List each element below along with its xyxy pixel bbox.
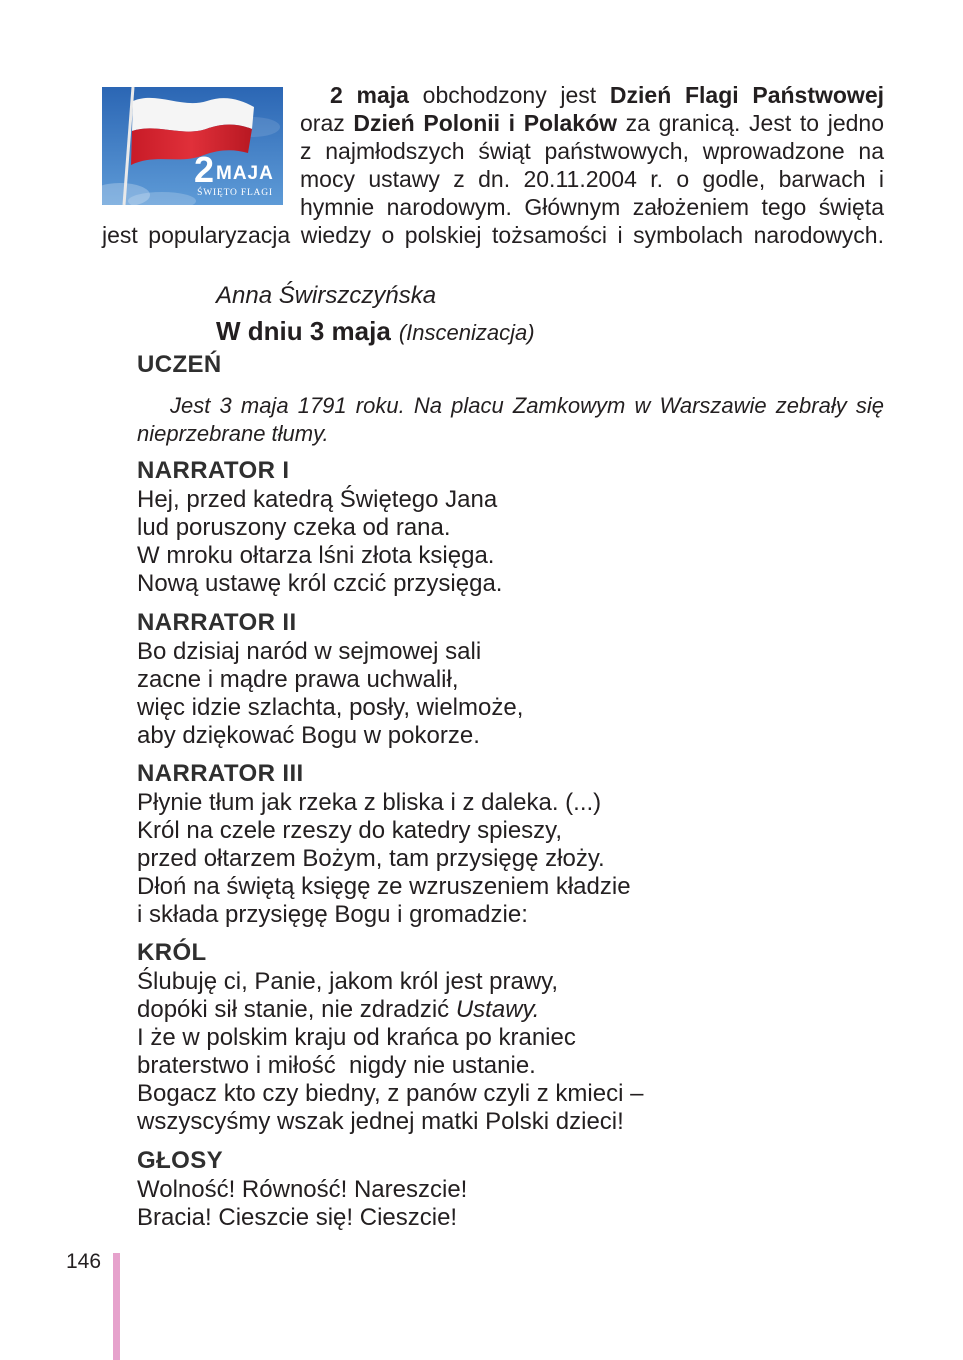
part-narrator-1: [137, 457, 502, 598]
speaker-name: KRÓL: [137, 939, 207, 966]
poem-author: Anna Świrszczyńska: [216, 282, 437, 309]
intro-line: hymnie narodowym. Głównym założeniem tego święta: [300, 194, 884, 220]
intro-line: mocy ustawy z dn. 20.11.2004 r. o godle, barwach i: [300, 166, 884, 192]
intro-text: obchodzony jest: [408, 82, 610, 108]
picture-word: MAJA: [216, 163, 274, 184]
part-narrator-2: [137, 609, 523, 750]
flag-day-picture: [102, 87, 283, 205]
intro-holiday-name: Dzień Flagi Państwowej: [609, 82, 885, 108]
page-number: 146: [66, 1250, 102, 1273]
verse-line: wszyscyśmy wszak jednej matki Polski dzieci!: [137, 1108, 624, 1135]
verse-line: Ślubuję ci, Panie, jakom król jest prawy,: [137, 968, 559, 995]
poem-subtitle: (Inscenizacja): [398, 320, 535, 345]
speaker-name: NARRATOR III: [137, 760, 304, 787]
speaker-name: UCZEŃ: [137, 351, 222, 378]
intro-holiday-name: Dzień Polonii i Polaków: [353, 110, 618, 136]
part-voices: [137, 1147, 467, 1232]
intro-text: oraz: [300, 110, 354, 136]
verse-line: aby dziękować Bogu w pokorze.: [137, 722, 480, 749]
intro-line: [330, 81, 884, 109]
picture-number: 2: [194, 149, 215, 190]
verse-line: zacne i mądre prawa uchwalił,: [137, 666, 459, 693]
speaker-name: NARRATOR I: [137, 457, 290, 484]
verse-line: Hej, przed katedrą Świętego Jana: [137, 486, 498, 513]
verse-line: Król na czele rzeszy do katedry spieszy,: [137, 817, 563, 844]
picture-caption: ŚWIĘTO FLAGI: [197, 188, 273, 198]
scene-block: [137, 351, 222, 380]
verse-line: I że w polskim kraju od krańca po kraniec: [137, 1024, 576, 1051]
verse-line: Płynie tłum jak rzeka z bliska i z daleka. (...): [137, 789, 602, 816]
poem-title: W dniu 3 maja: [216, 316, 391, 346]
verse-line: Wolność! Równość! Nareszcie!: [137, 1176, 468, 1203]
verse-line: Nową ustawę król czcić przysięga.: [137, 570, 503, 597]
intro-line: [300, 109, 884, 137]
stage-direction-line: Jest 3 maja 1791 roku. Na placu Zamkowym w Warszawie zebrały się: [170, 393, 884, 418]
verse-line: W mroku ołtarza lśni złota księga.: [137, 542, 495, 569]
verse-line: przed ołtarzem Bożym, tam przysięgę złoży.: [137, 845, 605, 872]
part-king: [137, 939, 643, 1136]
speaker-name: NARRATOR II: [137, 609, 297, 636]
verse-text: dopóki sił stanie, nie zdradzić: [137, 996, 456, 1023]
page-accent-bar: [113, 1253, 120, 1360]
intro-date: 2 maja: [330, 82, 409, 108]
intro-text: za granicą. Jest to jedno: [617, 110, 884, 136]
poem-heading: [216, 316, 535, 351]
verse-line: więc idzie szlachta, posły, wielmoże,: [137, 694, 524, 721]
speaker-name: GŁOSY: [137, 1147, 224, 1174]
verse-emphasis: Ustawy.: [455, 996, 540, 1023]
part-narrator-3: [137, 760, 631, 929]
intro-line: z najmłodszych świąt państwowych, wprowadzone na: [300, 138, 884, 164]
verse-line: Bracia! Cieszcie się! Cieszcie!: [137, 1204, 458, 1231]
verse-line: Bogacz kto czy biedny, z panów czyli z kmieci –: [137, 1080, 644, 1107]
verse-line: Bo dzisiaj naród w sejmowej sali: [137, 638, 482, 665]
verse-line: braterstwo i miłość nigdy nie ustanie.: [137, 1052, 536, 1079]
verse-line: [137, 996, 643, 1024]
intro-line: jest popularyzacja wiedzy o polskiej tożsamości i symbolach narodowych.: [102, 222, 884, 248]
verse-line: lud poruszony czeka od rana.: [137, 514, 451, 541]
verse-line: i składa przysięgę Bogu i gromadzie:: [137, 901, 528, 928]
verse-line: Dłoń na świętą księgę ze wzruszeniem kładzie: [137, 873, 631, 900]
stage-direction-line: nieprzebrane tłumy.: [137, 421, 329, 446]
